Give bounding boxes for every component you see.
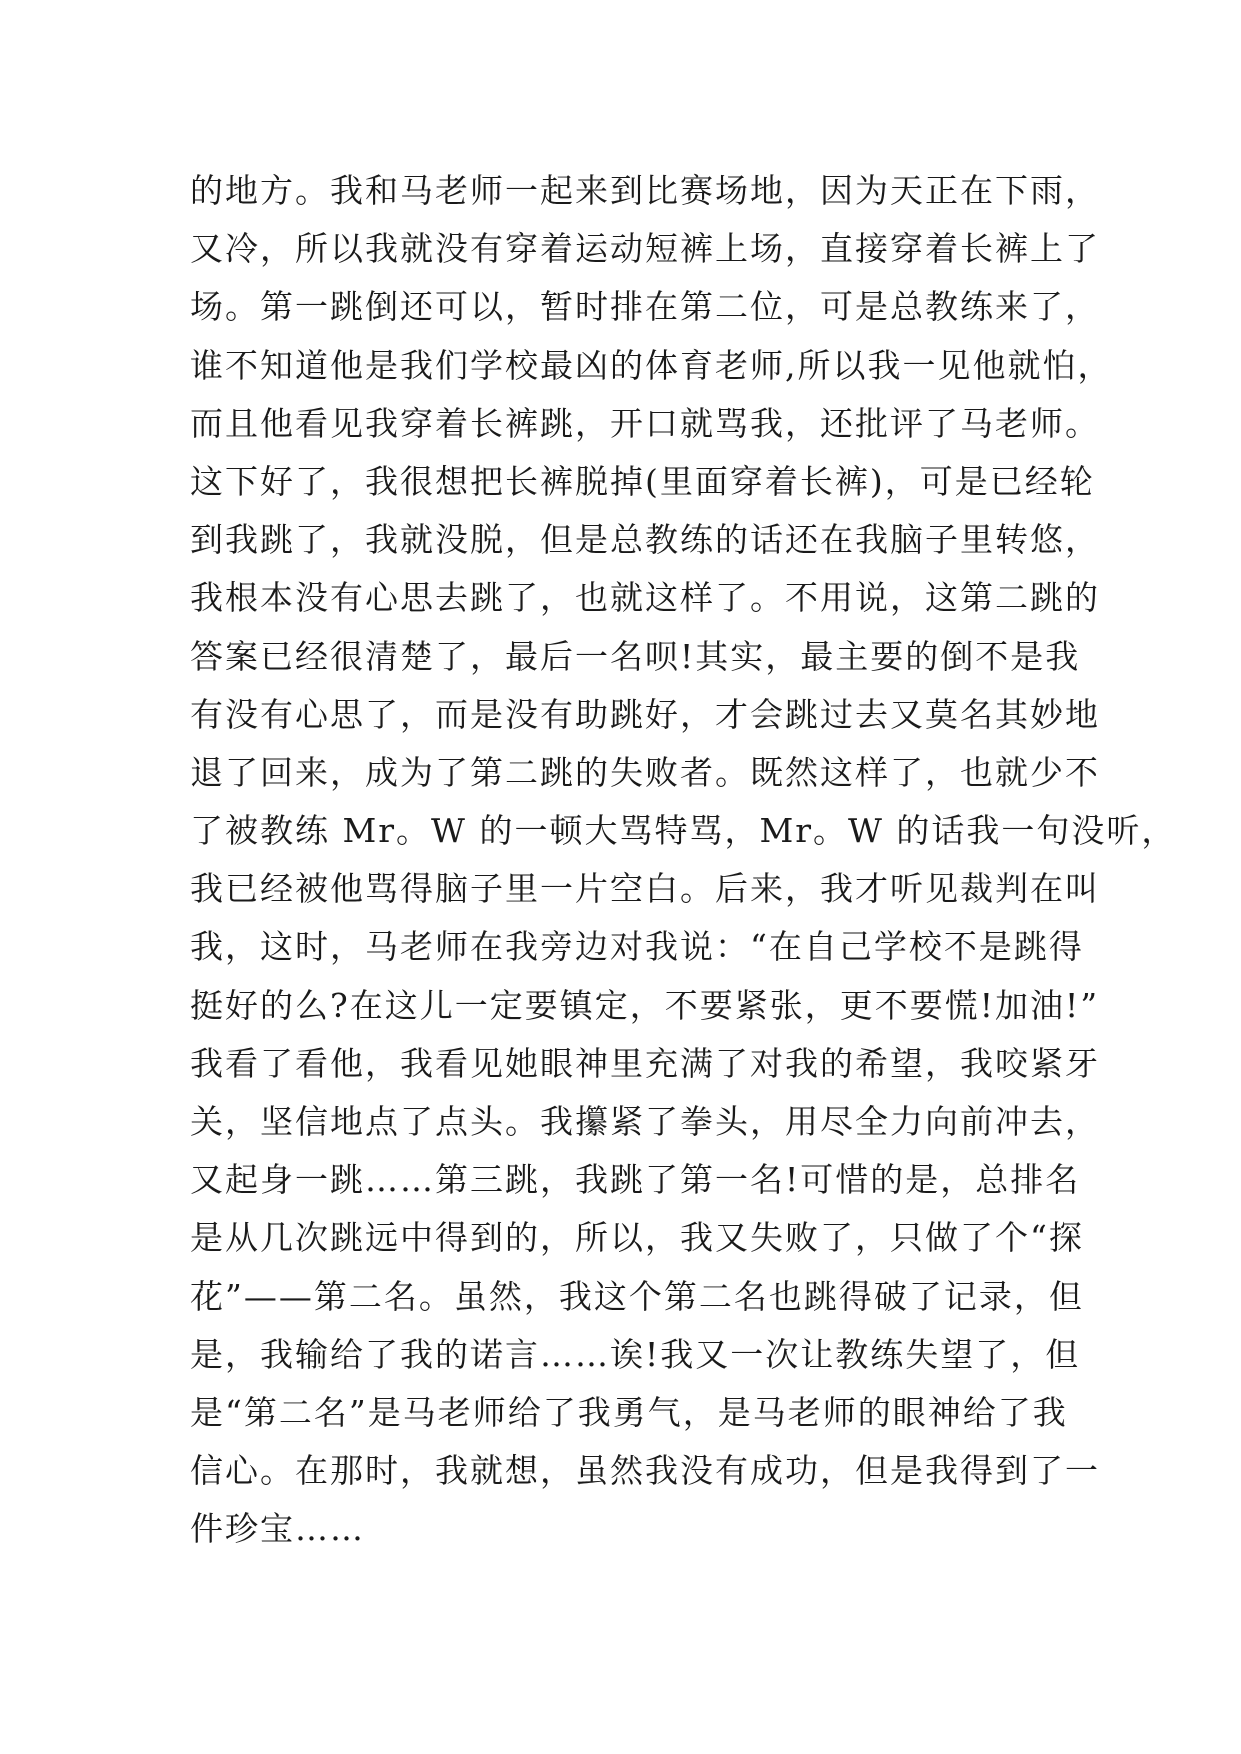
text-line: 谁不知道他是我们学校最凶的体育老师,所以我一见他就怕， bbox=[190, 345, 1113, 385]
text-line: 是，我输给了我的诺言……诶!我又一次让教练失望了，但 bbox=[190, 1334, 1081, 1374]
text-line: 关，坚信地点了点头。我攥紧了拳头，用尽全力向前冲去， bbox=[190, 1102, 1100, 1141]
text-line: 场。第一跳倒还可以，暂时排在第二位，可是总教练来了， bbox=[190, 287, 1100, 327]
text-line: 又起身一跳……第三跳，我跳了第一名!可惜的是，总排名 bbox=[190, 1160, 1081, 1200]
text-line: 花”——第二名。虽然，我这个第二名也跳得破了记录，但 bbox=[190, 1276, 1084, 1316]
text-line: 我看了看他，我看见她眼神里充满了对我的希望，我咬紧牙 bbox=[190, 1043, 1100, 1083]
text-line: 我，这时，马老师在我旁边对我说：“在自己学校不是跳得 bbox=[190, 927, 1084, 967]
text-line: 我根本没有心思去跳了，也就这样了。不用说，这第二跳的 bbox=[190, 578, 1100, 618]
text-line: 信心。在那时，我就想，虽然我没有成功，但是我得到了一 bbox=[190, 1451, 1100, 1491]
text-line: 我已经被他骂得脑子里一片空白。后来，我才听见裁判在叫 bbox=[190, 869, 1100, 909]
text-line: 又冷，所以我就没有穿着运动短裤上场，直接穿着长裤上了 bbox=[190, 229, 1100, 269]
text-line: 而且他看见我穿着长裤跳，开口就骂我，还批评了马老师。 bbox=[190, 403, 1100, 443]
text-line: 了被教练 Mr。W 的一顿大骂特骂，Mr。W 的话我一句没听， bbox=[190, 811, 1177, 851]
text-line: 的地方。我和马老师一起来到比赛场地，因为天正在下雨， bbox=[190, 171, 1100, 210]
text-line: 是“第二名”是马老师给了我勇气，是马老师的眼神给了我 bbox=[190, 1392, 1068, 1432]
text-line: 有没有心思了，而是没有助跳好，才会跳过去又莫名其妙地 bbox=[190, 694, 1100, 734]
text-line: 到我跳了，我就没脱，但是总教练的话还在我脑子里转悠， bbox=[190, 520, 1100, 560]
text-line: 这下好了，我很想把长裤脱掉(里面穿着长裤)，可是已经轮 bbox=[190, 461, 1095, 501]
text-line: 挺好的么?在这儿一定要镇定，不要紧张，更不要慌!加油!” bbox=[190, 985, 1100, 1025]
text-line: 是从几次跳远中得到的，所以，我又失败了，只做了个“探 bbox=[190, 1218, 1084, 1258]
text-line: 答案已经很清楚了，最后一名呗!其实，最主要的倒不是我 bbox=[190, 636, 1081, 676]
text-line: 件珍宝…… bbox=[190, 1509, 365, 1549]
body-text bbox=[190, 162, 1177, 1559]
text-line: 退了回来，成为了第二跳的失败者。既然这样了，也就少不 bbox=[190, 752, 1100, 792]
